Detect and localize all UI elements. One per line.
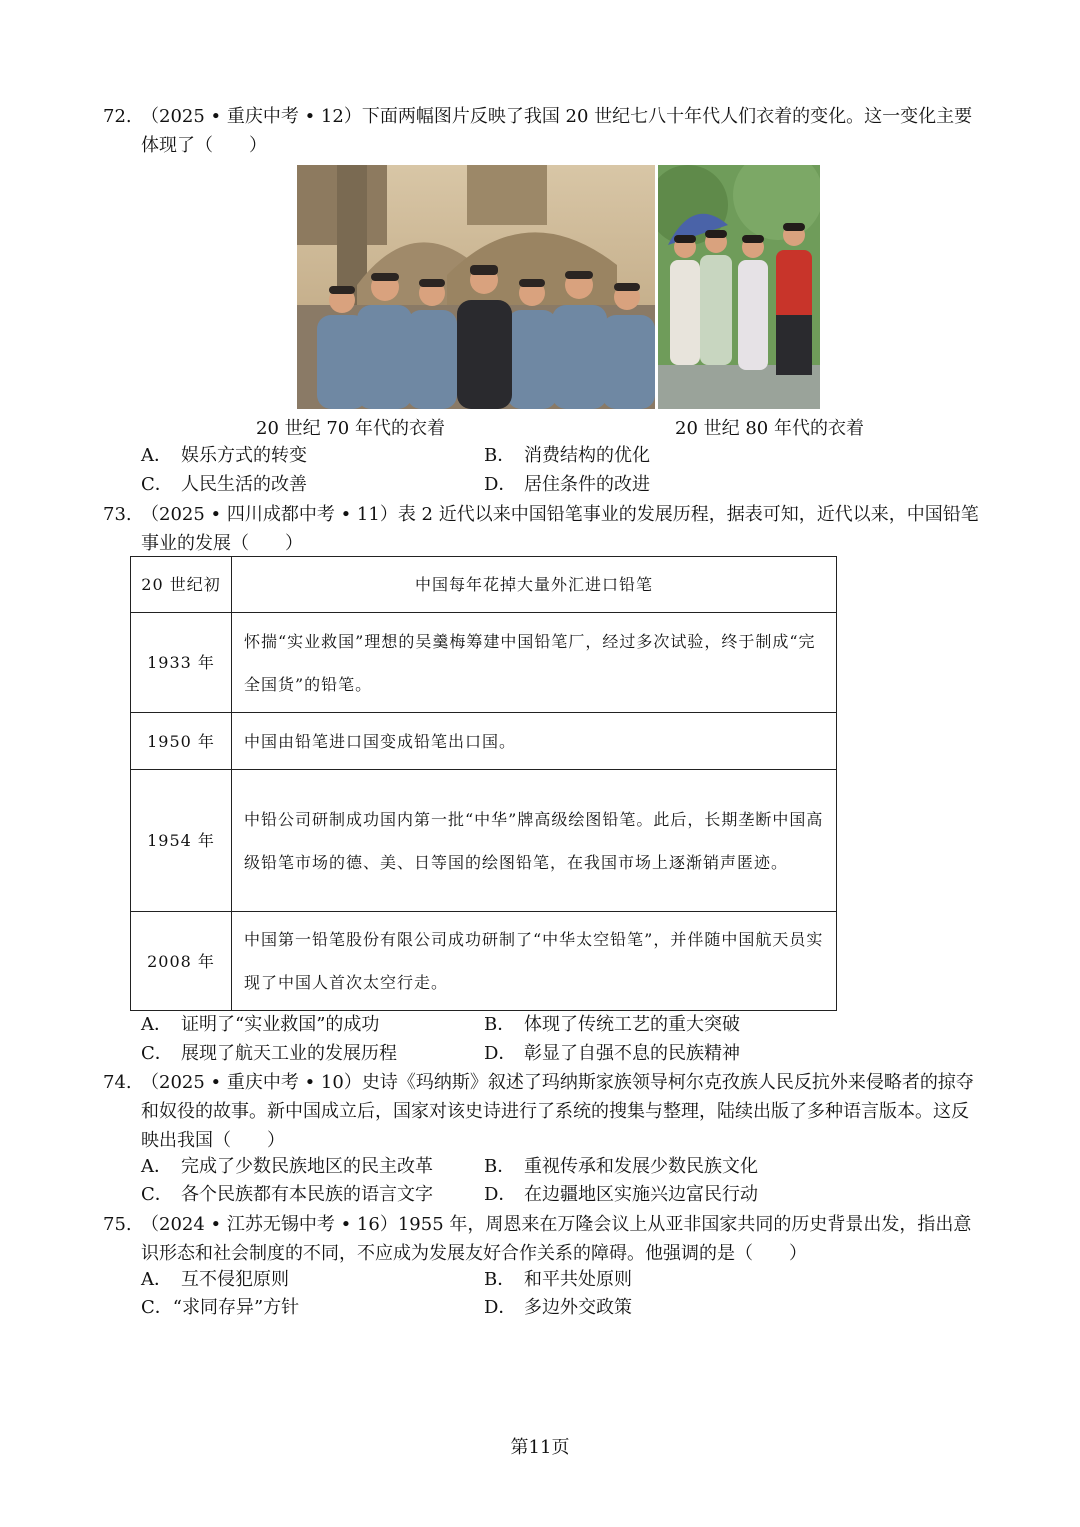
option-letter: C． — [141, 1297, 173, 1318]
option-letter: A． — [141, 1269, 172, 1290]
option-letter: B． — [484, 1269, 516, 1290]
option-letter: D． — [484, 474, 517, 495]
table-row — [131, 770, 837, 912]
option-text: 娱乐方式的转变 — [181, 445, 307, 466]
table-cell-event: 中国由铅笔进口国变成铅笔出口国。 — [232, 713, 837, 770]
question-73 — [103, 500, 983, 558]
option-text: 完成了少数民族地区的民主改革 — [181, 1156, 433, 1177]
table-cell-event: 怀揣“实业救国”理想的吴羹梅筹建中国铅笔厂，经过多次试验，终于制成“完全国货”的铅笔。 — [232, 613, 837, 713]
question-number: 74. — [103, 1072, 132, 1093]
option-letter: A． — [141, 1156, 172, 1177]
option-letter: C． — [141, 1184, 173, 1205]
option-b[interactable] — [484, 1268, 632, 1292]
option-a[interactable] — [141, 1013, 379, 1037]
photo-1980s-clothing — [658, 165, 820, 409]
option-c[interactable] — [141, 1042, 397, 1066]
option-letter: B． — [484, 1014, 516, 1035]
photo-1970s-clothing — [297, 165, 655, 409]
question-number: 73. — [103, 504, 132, 525]
option-c[interactable] — [141, 1183, 433, 1207]
option-text: 各个民族都有本民族的语言文字 — [181, 1184, 433, 1205]
question-74 — [103, 1068, 983, 1155]
table-cell-year: 1954 年 — [131, 770, 232, 912]
photo-1970s-illustration — [297, 165, 655, 409]
table-cell-year: 2008 年 — [131, 912, 232, 1011]
option-a[interactable] — [141, 444, 307, 468]
table-cell-year: 1933 年 — [131, 613, 232, 713]
option-text: 展现了航天工业的发展历程 — [181, 1043, 397, 1064]
option-c[interactable] — [141, 473, 307, 497]
option-text: 体现了传统工艺的重大突破 — [524, 1014, 740, 1035]
option-letter: D． — [484, 1184, 517, 1205]
caption-1980s: 20 世纪 80 年代的衣着 — [675, 418, 864, 439]
pencil-history-table — [130, 556, 837, 1011]
table-row — [131, 613, 837, 713]
option-letter: A． — [141, 445, 172, 466]
question-stem: （2025 • 四川成都中考 • 11）表 2 近代以来中国铅笔事业的发展历程，据表可知，近代以来，中国铅笔事业的发展（ ） — [141, 504, 979, 554]
option-d[interactable] — [484, 1183, 758, 1207]
page-number: 第11页 — [510, 1437, 570, 1458]
option-c[interactable] — [141, 1296, 299, 1320]
caption-1970s: 20 世纪 70 年代的衣着 — [256, 418, 445, 439]
option-d[interactable] — [484, 1042, 740, 1066]
question-stem: （2024 • 江苏无锡中考 • 16）1955 年，周恩来在万隆会议上从亚非国家共同的历史背景出发，指出意识形态和社会制度的不同，不应成为发展友好合作关系的障碍。他强调的是（ ） — [141, 1214, 972, 1264]
option-text: 和平共处原则 — [524, 1269, 632, 1290]
table-row — [131, 557, 837, 613]
question-number: 72. — [103, 106, 132, 127]
option-text: 证明了“实业救国”的成功 — [181, 1014, 380, 1035]
question-75 — [103, 1210, 983, 1268]
option-text: 人民生活的改善 — [181, 474, 307, 495]
question-72 — [103, 102, 983, 160]
option-letter: A． — [141, 1014, 172, 1035]
table-cell-event: 中国第一铅笔股份有限公司成功研制了“中华太空铅笔”，并伴随中国航天员实现了中国人首次太空行走。 — [232, 912, 837, 1011]
option-text: 消费结构的优化 — [524, 445, 650, 466]
option-text: 彰显了自强不息的民族精神 — [524, 1043, 740, 1064]
option-b[interactable] — [484, 1013, 740, 1037]
table-cell-event: 中铅公司研制成功国内第一批“中华”牌高级绘图铅笔。此后，长期垄断中国高级铅笔市场的德、美、日等国的绘图铅笔，在我国市场上逐渐销声匿迹。 — [232, 770, 837, 912]
question-number: 75. — [103, 1214, 132, 1235]
question-stem: （2025 • 重庆中考 • 12）下面两幅图片反映了我国 20 世纪七八十年代人们衣着的变化。这一变化主要体现了（ ） — [141, 106, 973, 156]
option-text: 居住条件的改进 — [524, 474, 650, 495]
photo-1980s-illustration — [658, 165, 820, 409]
table-cell-year: 1950 年 — [131, 713, 232, 770]
table-cell-year: 20 世纪初 — [131, 557, 232, 613]
table-cell-event: 中国每年花掉大量外汇进口铅笔 — [232, 557, 837, 613]
option-text: “求同存异”方针 — [172, 1297, 300, 1318]
question-stem: （2025 • 重庆中考 • 10）史诗《玛纳斯》叙述了玛纳斯家族领导柯尔克孜族人民反抗外来侵略者的掠夺和奴役的故事。新中国成立后，国家对该史诗进行了系统的搜集与整理，陆续出版了多种语言版本。这反映出我国（ ） — [141, 1072, 974, 1151]
option-letter: B． — [484, 445, 516, 466]
option-letter: D． — [484, 1043, 517, 1064]
option-b[interactable] — [484, 1155, 758, 1179]
option-letter: D． — [484, 1297, 517, 1318]
option-text: 在边疆地区实施兴边富民行动 — [524, 1184, 758, 1205]
option-letter: C． — [141, 1043, 173, 1064]
option-text: 多边外交政策 — [524, 1297, 632, 1318]
option-text: 重视传承和发展少数民族文化 — [524, 1156, 758, 1177]
table-row — [131, 912, 837, 1011]
option-d[interactable] — [484, 1296, 632, 1320]
option-letter: C． — [141, 474, 173, 495]
option-d[interactable] — [484, 473, 650, 497]
option-letter: B． — [484, 1156, 516, 1177]
option-b[interactable] — [484, 444, 650, 468]
option-a[interactable] — [141, 1268, 289, 1292]
option-text: 互不侵犯原则 — [181, 1269, 289, 1290]
table-row — [131, 713, 837, 770]
option-a[interactable] — [141, 1155, 433, 1179]
